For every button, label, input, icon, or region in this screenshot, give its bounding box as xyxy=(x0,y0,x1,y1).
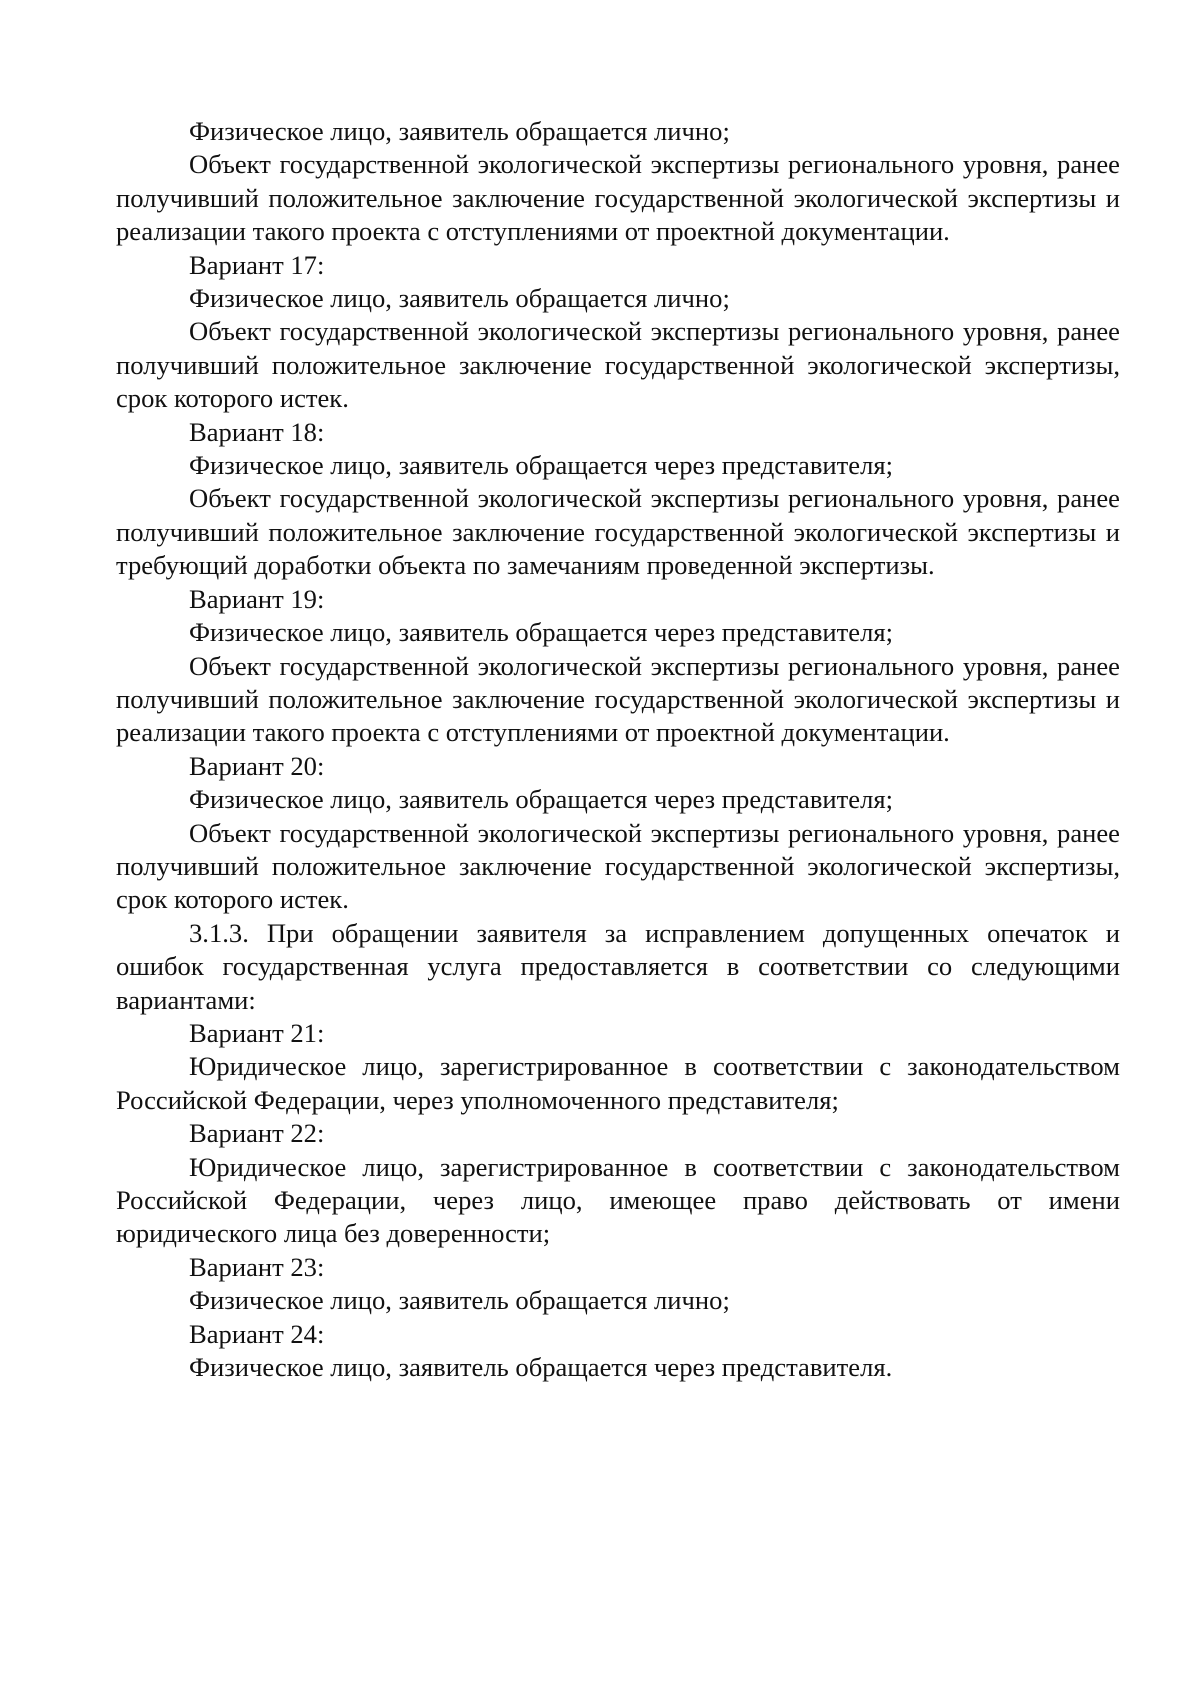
variant-17-heading: Вариант 17: xyxy=(189,249,325,280)
paragraph-individual-in-person: Физическое лицо, заявитель обращается лично; xyxy=(189,1285,730,1316)
paragraph-legal-entity-no-proxy: Юридическое лицо, зарегистрированное в соответствии с законодательством Российской Федерации, через лицо, имеющее право действовать от имени юридического лица без доверенности; xyxy=(116,1151,1120,1249)
paragraph-individual-representative: Физическое лицо, заявитель обращается через представителя; xyxy=(189,784,893,815)
variant-20-heading: Вариант 20: xyxy=(189,750,325,781)
paragraph-individual-in-person: Физическое лицо, заявитель обращается лично; xyxy=(189,283,730,314)
variant-24-heading: Вариант 24: xyxy=(189,1318,325,1349)
paragraph-object-expired: Объект государственной экологической экспертизы регионального уровня, ранее получивший положительное заключение государственной экологической экспертизы, срок которого истек. xyxy=(116,817,1120,915)
paragraph-object-deviations: Объект государственной экологической экспертизы регионального уровня, ранее получивший положительное заключение государственной экологической экспертизы и реализации такого проекта с отступлениями от проектной документации. xyxy=(116,650,1120,748)
paragraph-legal-entity-authorized: Юридическое лицо, зарегистрированное в соответствии с законодательством Российской Федерации, через уполномоченного представителя; xyxy=(116,1051,1120,1115)
variant-21-heading: Вариант 21: xyxy=(189,1017,325,1048)
paragraph-individual-representative: Физическое лицо, заявитель обращается через представителя; xyxy=(189,450,893,481)
paragraph-individual-representative: Физическое лицо, заявитель обращается через представителя; xyxy=(189,617,893,648)
paragraph-object-expired: Объект государственной экологической экспертизы регионального уровня, ранее получивший положительное заключение государственной экологической экспертизы, срок которого истек. xyxy=(116,316,1120,414)
variant-22-heading: Вариант 22: xyxy=(189,1118,325,1149)
variant-23-heading: Вариант 23: xyxy=(189,1251,325,1282)
variant-18-heading: Вариант 18: xyxy=(189,416,325,447)
variant-19-heading: Вариант 19: xyxy=(189,583,325,614)
document-body xyxy=(116,115,1120,1384)
paragraph-individual-in-person: Физическое лицо, заявитель обращается лично; xyxy=(189,116,730,146)
paragraph-object-revision: Объект государственной экологической экспертизы регионального уровня, ранее получивший положительное заключение государственной экологической экспертизы и требующий доработки объекта по замечаниям проведенной экспертизы. xyxy=(116,483,1120,581)
paragraph-object-deviations: Объект государственной экологической экспертизы регионального уровня, ранее получивший положительное заключение государственной экологической экспертизы и реализации такого проекта с отступлениями от проектной документации. xyxy=(116,149,1120,247)
paragraph-individual-representative: Физическое лицо, заявитель обращается через представителя. xyxy=(189,1352,893,1383)
section-3-1-3-paragraph: 3.1.3. При обращении заявителя за исправлением допущенных опечаток и ошибок государственная услуга предоставляется в соответствии со следующими вариантами: xyxy=(116,917,1120,1015)
